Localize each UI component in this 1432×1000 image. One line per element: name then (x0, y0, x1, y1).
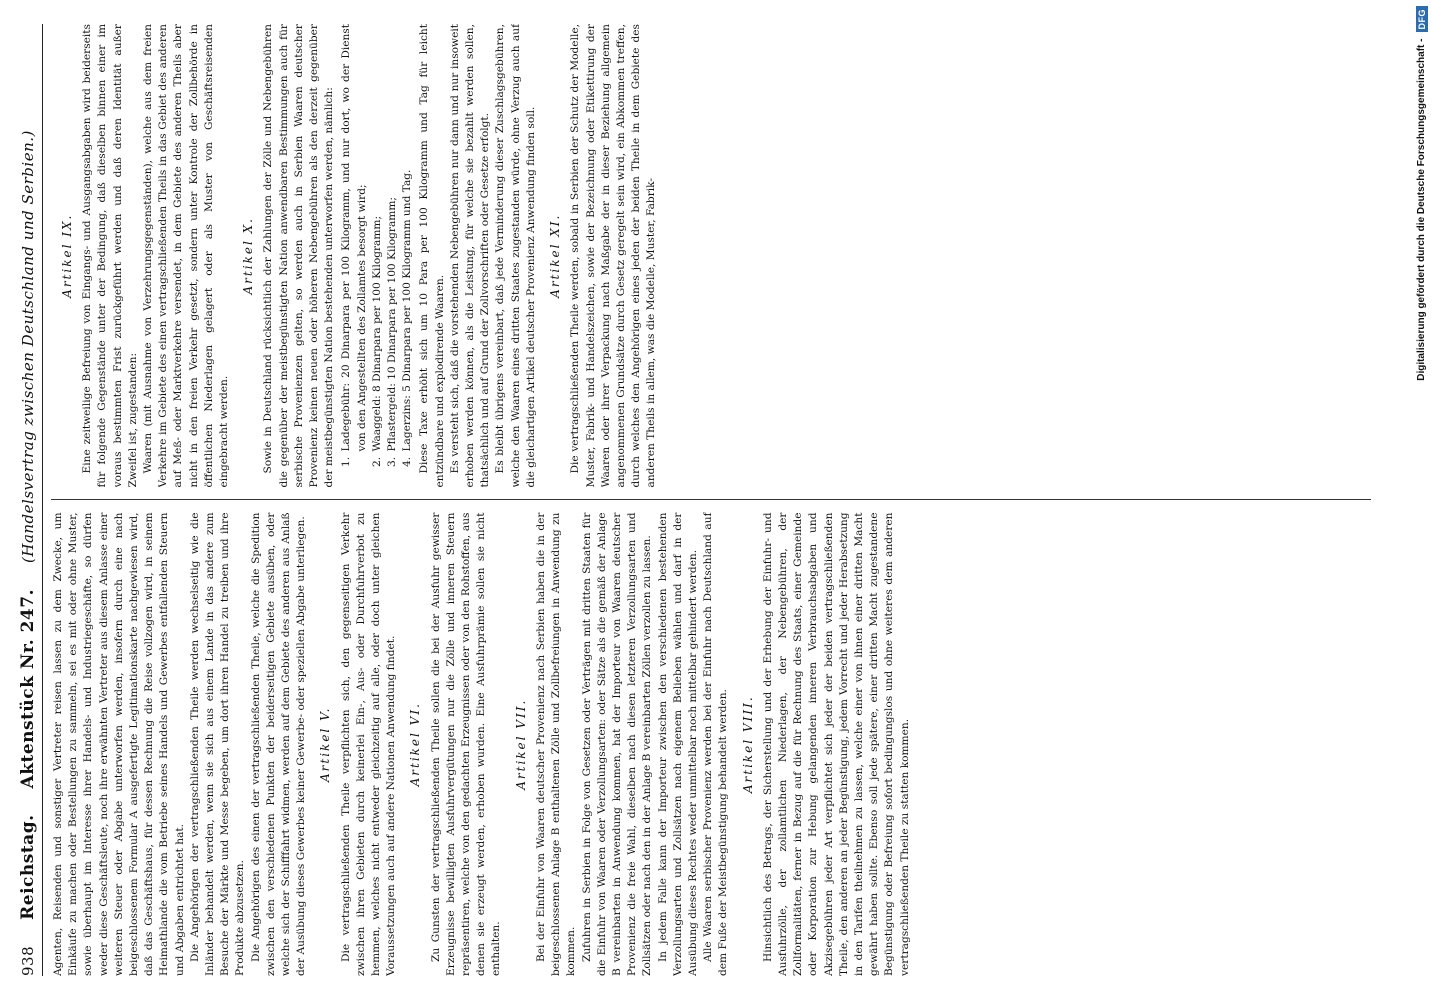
article-heading: Artikel V. (318, 706, 333, 782)
article-heading: Artikel VI. (408, 702, 423, 787)
paragraph: Die Angehörigen der vertragschließenden Theile werden wechselseitig wie die Inländer behandelt werden, wenn sie sich aus einem Lande in das andere zum Besuche der Märkte und Messe begeben, um dort ihren Handel zu treiben und ihre Produkte abzusetzen. (188, 512, 247, 976)
left-column (51, 513, 1371, 977)
publication-name: Reichstag. (18, 814, 38, 920)
article-heading: Artikel X. (241, 217, 256, 295)
text-columns (51, 24, 1371, 976)
paragraph: Diese Taxe erhöht sich um 10 Para per 100 Kilogramm und Tag für leicht entzündbare und explodirende Waaren. (418, 24, 446, 488)
paragraph: In jedem Falle kann der Importeur zwischen den verschiedenen bestehenden Verzollungsarten und Zollsätzen nach eigenem Belieben wählen und darf in der Ausübung dieses Rechtes weder unmittelbar noch mittelbar gehindert werden. (656, 512, 699, 976)
credit-text: Digitalisierung gefördert durch die Deutsche Forschungsgemeinschaft - (1416, 38, 1427, 381)
paragraph: Zu Gunsten der vertragschließenden Theile sollen die bei der Ausfuhr gewisser Erzeugnisse bewilligten Ausfuhrvergütungen nur die Zölle und inneren Steuern repräsentiren, welche von den gedachten Erzeugnissen oder von den Rohstoffen, aus denen sie erzeugt werden, erhoben wurden. Eine Ausfuhrprämie sollen sie nicht enthalten. (429, 512, 503, 976)
paragraph: Eine zeitweilige Befreiung von Eingangs- und Ausgangsabgaben wird beiderseits für folgende Gegenstände unter der Bedingung, daß dieselben binnen einer im voraus bestimmten Frist zurückgeführt werden und daß deren Identität außer Zweifel ist, zugestanden: (81, 24, 139, 488)
article-heading: Artikel IX. (60, 213, 74, 298)
right-column (51, 24, 1371, 488)
paragraph: Die vertragschließenden Theile werden, sobald in Serbien der Schutz der Modelle, Muster, Fabrik- und Handelszeichen, sowie der Bezeichnung oder Etikettirung der Waaren oder ihrer Verpackung nach Maßgabe der in dieser Beziehung allgemein angenommenen Grundsätze durch Gesetz geregelt sein wird, ein Abkommen treffen, durch welches den Angehörigen eines jeden der beiden Theile in dem Gebiete des anderen Theils in allem, was die Modelle, Muster, Fabrik- (569, 24, 658, 488)
paragraph: Agenten, Reisenden und sonstiger Vertreter reisen lassen zu dem Zwecke, um Einkäufe zu machen oder Bestellungen zu sammeln, sei es mit oder ohne Muster, sowie überhaupt im Interesse ihrer Handels- und Industriegeschäfte, so dürfen weder diese Geschäftsleute, noch ihre erwähnten Vertreter aus diesem Anlasse einer weiteren Steuer oder Abgabe unterworfen werden, insofern durch eine nach beigeschlossenem Formular A ausgefertigte Legitimationskarte nachgewiesen wird, daß das Geschäftshaus, für dessen Rechnung die Reise vollzogen wird, in seinem Heimathlande die vom Betriebe seines Handels und Gewerbes entfallenden Steuern und Abgaben entrichtet hat. (52, 512, 186, 976)
document-reference: Aktenstück Nr. 247. (18, 588, 38, 789)
list-item: 3. Pflastergeld: 10 Dinarpara per 100 Kilogramm; (385, 24, 400, 454)
paragraph: Hinsichtlich des Betrags, der Sicherstellung und der Erhebung der Einfuhr- und Ausfuhrzölle, der zollamtlichen Niederlagen, der Nebengebühren, der Zollformalitäten, ferner in Bezug auf die für Rechnung des Staats, einer Gemeinde oder Korporation zur Hebung gelangenden inneren Verbrauchsabgaben und Akzisegebühren jeder Art verpflichtet sich jeder der beiden vertragschließenden Theile, den anderen an jeder Begünstigung, jedem Vorrecht und jeder Herabsetzung in den Tarifen theilnehmen zu lassen, welche einer von ihnen einer dritten Macht gewährt haben sollte. Ebenso soll jede spätere, einer dritten Macht zugestandene Begünstigung oder Befreiung sofort bedingungslos und ohne weiteres dem anderen vertragschließenden Theile zu statten kommen. (761, 512, 911, 976)
paragraph: Die vertragschließenden Theile verpflichten sich, den gegenseitigen Verkehr zwischen ihren Gebieten durch keinerlei Ein-, Aus- oder Durchfuhrverbot zu hemmen, welches nicht entweder gleichzeitig auf alle, oder doch unter gleichen Voraussetzungen auch auf andere Nationen Anwendung findet. (339, 512, 398, 976)
article-heading: Artikel VII. (513, 698, 528, 790)
paragraph: Sowie in Deutschland rücksichtlich der Zahlungen der Zölle und Nebengebühren die gegenüber der meistbegünstigten Nation anwendbaren Bestimmungen auch für serbische Provenienzen gelten, so werden auch in Serbien Waaren deutscher Provenienz keinen neuen oder höheren Nebengebühren als den derzeit gegenüber der meistbegünstigten Nation bestehenden unterworfen werden, nämlich: (262, 24, 336, 488)
list-item: 1. Ladegebühr: 20 Dinarpara per 100 Kilogramm, und nur dort, wo der Dienst von den Angestellten des Zollamtes besorgt wird; (339, 24, 369, 454)
paragraph: Bei der Einfuhr von Waaren deutscher Provenienz nach Serbien haben die in der beigeschlossenen Anlage B enthaltenen Zölle und Zollbefreiungen in Anwendung zu kommen. (534, 512, 578, 976)
article-heading: Artikel XI. (548, 213, 563, 298)
paragraph: Alle Waaren serbischer Provenienz werden bei der Einfuhr nach Deutschland auf dem Fuße der Meistbegünstigung behandelt werden. (702, 512, 730, 976)
fee-list (339, 24, 415, 488)
paragraph: Zufuhren in Serbien in Folge von Gesetzen oder Verträgen mit dritten Staaten für die Einfuhr von Waaren oder Verzollungsarten: oder Sätze als die gemäß der Anlage B vereinbarten in Anwendung kommen, hat der Importeur von Waaren deutscher Provenienz die freie Wahl, dieselben nach diesen letzteren Verzollungsarten und Zollsätzen oder nach den in der Anlage B vereinbarten Zöllen verzollen zu lassen. (580, 512, 654, 976)
paragraph: Waaren (mit Ausnahme von Verzehrungsgegenständen), welche aus dem freien Verkehre im Gebiete des einen vertragschließenden Theils in das Gebiet des anderen auf Meß- oder Marktverkehre versendet, in dem Gebiete des anderen Theils aber nicht in den freien Verkehr gesetzt, sondern unter Kontrole der Zollbehörde in öffentlichen Niederlagen gelagert oder als Muster von Geschäftsreisenden eingebracht werden. (142, 24, 231, 488)
list-item: 4. Lagerzins: 5 Dinarpara per 100 Kilogramm und Tag. (400, 24, 415, 454)
digitization-credit (1411, 0, 1432, 1000)
document-title: (Handelsvertrag zwischen Deutschland und Serbien.) (19, 130, 37, 563)
list-item: 2. Waaggeld: 8 Dinarpara per 100 Kilogramm; (370, 24, 385, 454)
dfg-logo: DFG (1416, 6, 1428, 33)
running-head (18, 24, 43, 976)
paragraph: Es bleibt übrigens vereinbart, daß jede Verminderung dieser Zuschlagsgebühren, welche den Waaren eines dritten Staates zugestanden würde, ohne Verzug auch auf die gleichartigen Artikel deutscher Provenienz Anwendung finden soll. (494, 24, 537, 488)
article-heading: Artikel VIII. (740, 695, 755, 794)
paragraph: Es versteht sich, daß die vorstehenden Nebengebühren nur dann und nur insoweit erhoben werden können, als die Leistung, für welche sie bezahlt werden sollen, thatsächlich und auf Grund der Zollvorschriften oder Gesetze erfolgt. (448, 24, 492, 488)
paragraph: Die Angehörigen des einen der vertragschließenden Theile, welche die Spedition zwischen den verschiedenen Punkten der beiderseitigen Gebiete ausüben, oder welche sich der Schifffahrt widmen, werden auf dem Gebiete des anderen aus Anlaß der Ausübung dieses Gewerbes keiner Gewerbe- oder speziellen Abgabe unterliegen. (249, 512, 308, 976)
page-number: 938 (19, 945, 37, 976)
column-divider (51, 500, 1371, 501)
